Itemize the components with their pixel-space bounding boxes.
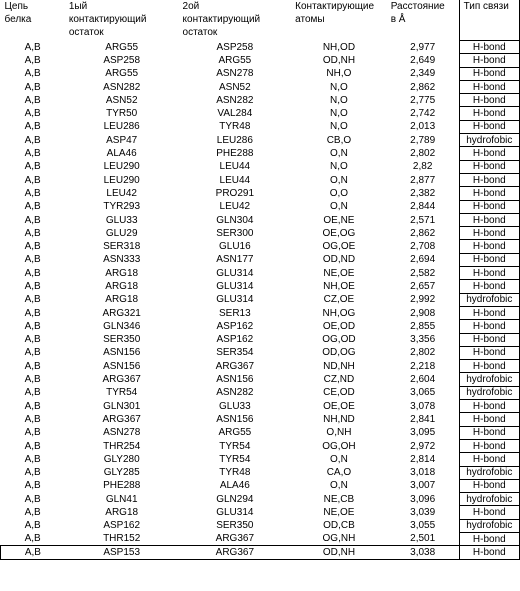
cell-residue-2: ARG367 [179, 546, 292, 559]
table-row [1, 107, 520, 120]
cell-bond-type: hydrofobic [459, 293, 519, 306]
cell-chain: A,B [24, 254, 41, 266]
cell-residue-1: ASN156 [103, 347, 141, 359]
cell-distance: 2,82 [412, 161, 433, 173]
table-row [1, 519, 520, 532]
cell-bond-type: H-bond [459, 80, 519, 93]
cell-residue-2: SER350 [216, 520, 254, 532]
table-row [1, 253, 520, 266]
cell-chain: A,B [24, 480, 41, 492]
cell-residue-2: ALA46 [219, 480, 250, 492]
cell-residue-1: LEU290 [103, 161, 140, 173]
cell-bond-type: H-bond [459, 453, 519, 466]
cell-distance: 2,862 [410, 81, 436, 93]
cell-residue-2: GLU314 [216, 267, 254, 279]
cell-chain: A,B [24, 320, 41, 332]
cell-chain: A,B [24, 161, 41, 173]
cell-residue-2: GLU33 [218, 400, 251, 412]
cell-bond-type: H-bond [459, 346, 519, 359]
cell-residue-2: PHE288 [216, 148, 254, 160]
cell-bond-type: H-bond [459, 280, 519, 293]
header-row [1, 0, 520, 41]
cell-chain: A,B [24, 280, 41, 292]
cell-bond-type: H-bond [459, 360, 519, 373]
cell-residue-2: TYR54 [219, 440, 251, 452]
table-row [1, 134, 520, 147]
cell-atoms: OG,OD [322, 334, 356, 346]
table-row [1, 120, 520, 133]
cell-chain: A,B [24, 121, 41, 133]
cell-atoms: N,O [330, 121, 348, 133]
cell-chain: A,B [24, 520, 41, 532]
cell-residue-1: ARG55 [105, 41, 139, 53]
cell-distance: 2,649 [410, 54, 436, 66]
cell-distance: 2,844 [410, 201, 436, 213]
cell-chain: A,B [24, 214, 41, 226]
table-row [1, 439, 520, 452]
cell-distance: 2,972 [410, 440, 436, 452]
cell-chain: A,B [24, 307, 41, 319]
cell-atoms: NE,CB [323, 493, 355, 505]
cell-residue-1: GLY285 [103, 467, 140, 479]
cell-atoms: NE,OE [323, 507, 355, 519]
cell-bond-type: hydrofobic [459, 386, 519, 399]
cell-residue-2: ASN177 [216, 254, 254, 266]
cell-distance: 2,382 [410, 187, 436, 199]
cell-bond-type: H-bond [459, 173, 519, 186]
cell-atoms: N,O [330, 81, 348, 93]
cell-distance: 2,708 [410, 241, 436, 253]
cell-distance: 3,096 [410, 493, 436, 505]
cell-distance: 3,356 [410, 334, 436, 346]
cell-atoms: NH,OD [322, 41, 356, 53]
cell-bond-type: H-bond [459, 426, 519, 439]
cell-chain: A,B [24, 81, 41, 93]
cell-residue-1: TYR50 [106, 108, 138, 120]
cell-chain: A,B [24, 533, 41, 545]
cell-bond-type: H-bond [459, 479, 519, 492]
cell-atoms: CB,O [326, 134, 352, 146]
cell-bond-type: H-bond [459, 160, 519, 173]
cell-distance: 2,977 [410, 41, 436, 53]
cell-atoms: NH,O [326, 68, 352, 80]
table-row [1, 386, 520, 399]
cell-distance: 2,013 [410, 121, 436, 133]
cell-atoms: OE,OD [322, 320, 356, 332]
cell-bond-type: H-bond [459, 532, 519, 545]
cell-distance: 3,095 [410, 427, 436, 439]
cell-chain: A,B [24, 453, 41, 465]
cell-residue-2: GLU314 [216, 507, 254, 519]
cell-bond-type: H-bond [459, 506, 519, 519]
table-row [1, 360, 520, 373]
cell-residue-2: PRO291 [215, 187, 255, 199]
table-row [1, 426, 520, 439]
cell-residue-1: THR254 [103, 440, 141, 452]
cell-distance: 2,694 [410, 254, 436, 266]
cell-chain: A,B [24, 493, 41, 505]
cell-bond-type: H-bond [459, 267, 519, 280]
cell-distance: 2,789 [410, 134, 436, 146]
cell-bond-type: H-bond [459, 41, 519, 54]
cell-bond-type: H-bond [459, 147, 519, 160]
cell-chain: A,B [24, 227, 41, 239]
cell-distance: 2,604 [410, 374, 436, 386]
cell-residue-1: ARG367 [102, 413, 141, 425]
table-row [1, 479, 520, 492]
cell-residue-2: SER13 [218, 307, 251, 319]
header-atoms: Контактирующие атомы [295, 1, 375, 25]
cell-distance: 3,007 [410, 480, 436, 492]
table-row [1, 413, 520, 426]
table-row [1, 147, 520, 160]
cell-distance: 2,657 [410, 280, 436, 292]
cell-chain: A,B [1, 546, 65, 559]
cell-bond-type: H-bond [459, 213, 519, 226]
cell-bond-type: H-bond [459, 107, 519, 120]
cell-atoms: OE,NE [323, 214, 355, 226]
cell-chain: A,B [24, 241, 41, 253]
table-row [1, 240, 520, 253]
table-row [1, 546, 520, 559]
cell-residue-1: ASN282 [103, 81, 141, 93]
cell-atoms: CA,O [326, 467, 352, 479]
cell-chain: A,B [24, 267, 41, 279]
table-row [1, 400, 520, 413]
cell-residue-1: GLY280 [103, 453, 140, 465]
cell-chain: A,B [24, 427, 41, 439]
cell-atoms: OD,ND [322, 254, 356, 266]
cell-residue-1: GLU29 [105, 227, 138, 239]
cell-chain: A,B [24, 467, 41, 479]
cell-distance: 2,349 [410, 68, 436, 80]
cell-distance: 3,018 [410, 467, 436, 479]
table-row [1, 54, 520, 67]
cell-bond-type: H-bond [459, 413, 519, 426]
cell-atoms: O,N [330, 174, 348, 186]
cell-residue-1: PHE288 [103, 480, 141, 492]
table-row [1, 346, 520, 359]
cell-atoms: OD,NH [291, 546, 387, 559]
cell-residue-2: ASP162 [216, 320, 254, 332]
cell-residue-2: ASN282 [216, 387, 254, 399]
cell-residue-1: GLN301 [103, 400, 141, 412]
table-row [1, 506, 520, 519]
cell-residue-2: GLU314 [216, 294, 254, 306]
cell-distance: 2,571 [410, 214, 436, 226]
header-chain: Цепь белка [4, 1, 32, 25]
cell-bond-type: H-bond [459, 54, 519, 67]
cell-residue-2: ARG55 [218, 427, 252, 439]
cell-atoms: O,NH [326, 427, 352, 439]
table-row [1, 160, 520, 173]
cell-bond-type: H-bond [459, 67, 519, 80]
cell-residue-2: VAL284 [217, 108, 253, 120]
cell-atoms: OD,OG [322, 347, 356, 359]
cell-atoms: O,O [329, 187, 349, 199]
cell-residue-1: ASN278 [103, 427, 141, 439]
cell-atoms: N,O [330, 108, 348, 120]
cell-distance: 2,802 [410, 148, 436, 160]
cell-residue-1: ASN333 [103, 254, 141, 266]
cell-atoms: CZ,OE [323, 294, 355, 306]
table-row [1, 493, 520, 506]
cell-residue-1: ARG55 [105, 68, 139, 80]
cell-distance: 2,218 [410, 360, 436, 372]
cell-residue-1: ASP258 [103, 54, 141, 66]
table-row [1, 227, 520, 240]
cell-distance: 2,775 [410, 94, 436, 106]
cell-residue-1: ARG18 [105, 267, 139, 279]
cell-chain: A,B [24, 201, 41, 213]
cell-atoms: OE,OE [323, 400, 355, 412]
header-residue-1: 1ый контактирующий остаток [68, 1, 147, 38]
table-row [1, 173, 520, 186]
cell-chain: A,B [24, 334, 41, 346]
cell-atoms: OG,OH [322, 440, 356, 452]
cell-chain: A,B [24, 68, 41, 80]
cell-residue-1: ASP153 [65, 546, 179, 559]
cell-chain: A,B [24, 41, 41, 53]
cell-chain: A,B [24, 413, 41, 425]
cell-bond-type: H-bond [459, 187, 519, 200]
cell-chain: A,B [24, 148, 41, 160]
cell-chain: A,B [24, 94, 41, 106]
cell-distance: 2,992 [410, 294, 436, 306]
cell-chain: A,B [24, 347, 41, 359]
cell-atoms: ND,NH [323, 360, 355, 372]
cell-distance: 2,855 [410, 320, 436, 332]
header-bond-type: Тип связи [459, 0, 519, 41]
cell-distance: 3,039 [410, 507, 436, 519]
table-row [1, 466, 520, 479]
cell-atoms: N,O [330, 161, 348, 173]
cell-chain: A,B [24, 108, 41, 120]
cell-atoms: O,N [330, 480, 348, 492]
table-row [1, 373, 520, 386]
cell-chain: A,B [24, 400, 41, 412]
cell-chain: A,B [24, 507, 41, 519]
cell-chain: A,B [24, 187, 41, 199]
cell-atoms: OG,NH [322, 533, 356, 545]
table-row [1, 267, 520, 280]
cell-bond-type: H-bond [459, 94, 519, 107]
cell-residue-2: GLU314 [216, 280, 254, 292]
cell-chain: A,B [24, 54, 41, 66]
cell-residue-2: ARG367 [215, 360, 255, 372]
cell-residue-1: GLN346 [103, 320, 141, 332]
cell-residue-1: GLU33 [105, 214, 138, 226]
cell-atoms: CZ,ND [323, 374, 355, 386]
cell-residue-1: LEU286 [103, 121, 140, 133]
table-row [1, 67, 520, 80]
cell-distance: 3,055 [410, 520, 436, 532]
cell-residue-1: ARG321 [102, 307, 141, 319]
cell-distance: 2,742 [410, 108, 436, 120]
table-row [1, 187, 520, 200]
cell-residue-2: ARG367 [215, 533, 255, 545]
cell-residue-1: ASN52 [105, 94, 138, 106]
cell-chain: A,B [24, 174, 41, 186]
cell-residue-2: ASP258 [216, 41, 254, 53]
cell-atoms: N,O [330, 94, 348, 106]
table-row [1, 333, 520, 346]
cell-atoms: OD,CB [323, 520, 355, 532]
cell-bond-type: hydrofobic [459, 466, 519, 479]
cell-residue-2: LEU44 [219, 174, 251, 186]
cell-distance: 2,877 [410, 174, 436, 186]
cell-bond-type: H-bond [459, 546, 519, 559]
cell-bond-type: hydrofobic [459, 134, 519, 147]
cell-residue-2: SER300 [216, 227, 254, 239]
cell-atoms: NH,OE [323, 280, 355, 292]
cell-residue-1: ARG18 [105, 507, 139, 519]
cell-residue-1: GLN41 [105, 493, 138, 505]
cell-bond-type: H-bond [459, 320, 519, 333]
table-body [1, 41, 520, 560]
cell-residue-2: TYR54 [219, 453, 251, 465]
table-row [1, 453, 520, 466]
cell-residue-2: GLU16 [218, 241, 251, 253]
table-row [1, 532, 520, 545]
cell-bond-type: H-bond [459, 333, 519, 346]
cell-residue-1: THR152 [103, 533, 141, 545]
cell-residue-1: ARG367 [102, 374, 141, 386]
cell-atoms: OG,OE [322, 241, 356, 253]
cell-distance: 2,862 [410, 227, 436, 239]
cell-bond-type: H-bond [459, 120, 519, 133]
cell-residue-1: ARG18 [105, 280, 139, 292]
cell-residue-2: ASN52 [218, 81, 251, 93]
cell-residue-1: TYR293 [103, 201, 141, 213]
cell-residue-2: ASN278 [216, 68, 254, 80]
cell-bond-type: H-bond [459, 439, 519, 452]
cell-residue-2: ASN156 [216, 413, 254, 425]
cell-residue-2: ASN282 [216, 94, 254, 106]
cell-bond-type: hydrofobic [459, 373, 519, 386]
cell-residue-2: TYR48 [219, 121, 251, 133]
cell-residue-2: GLN294 [216, 493, 254, 505]
cell-bond-type: H-bond [459, 253, 519, 266]
table-row [1, 293, 520, 306]
cell-distance: 2,582 [410, 267, 436, 279]
table-row [1, 320, 520, 333]
cell-distance: 2,802 [410, 347, 436, 359]
cell-distance: 2,814 [410, 453, 436, 465]
cell-atoms: OE,OG [322, 227, 356, 239]
cell-distance: 2,908 [410, 307, 436, 319]
cell-residue-2: ASP162 [216, 334, 254, 346]
cell-residue-1: ASP47 [106, 134, 138, 146]
cell-residue-1: LEU42 [106, 187, 137, 199]
cell-atoms: OD,NH [322, 54, 356, 66]
cell-residue-1: SER318 [103, 241, 141, 253]
cell-residue-1: ASN156 [103, 360, 141, 372]
cell-chain: A,B [24, 360, 41, 372]
table-row [1, 213, 520, 226]
cell-atoms: NE,OE [323, 267, 355, 279]
cell-distance: 3,038 [387, 546, 459, 559]
cell-residue-2: LEU44 [219, 161, 251, 173]
cell-residue-1: ASP162 [103, 520, 141, 532]
cell-residue-2: ASN156 [216, 374, 254, 386]
cell-distance: 2,841 [410, 413, 436, 425]
cell-atoms: O,N [330, 148, 348, 160]
cell-residue-1: ARG18 [105, 294, 139, 306]
cell-distance: 2,501 [410, 533, 436, 545]
table-row [1, 80, 520, 93]
table-row [1, 94, 520, 107]
cell-bond-type: H-bond [459, 200, 519, 213]
table-row [1, 41, 520, 54]
cell-residue-1: LEU290 [103, 174, 140, 186]
cell-bond-type: hydrofobic [459, 519, 519, 532]
cell-residue-2: TYR48 [219, 467, 251, 479]
cell-atoms: O,N [330, 201, 348, 213]
cell-bond-type: H-bond [459, 400, 519, 413]
header-residue-2: 2ой контактирующий остаток [182, 1, 261, 38]
cell-bond-type: H-bond [459, 227, 519, 240]
table-row [1, 200, 520, 213]
cell-residue-2: LEU42 [219, 201, 251, 213]
cell-residue-1: SER350 [103, 334, 141, 346]
cell-residue-2: ARG55 [218, 54, 252, 66]
cell-residue-1: TYR54 [106, 387, 138, 399]
cell-chain: A,B [24, 374, 41, 386]
cell-atoms: NH,OG [322, 307, 356, 319]
cell-atoms: NH,ND [323, 413, 355, 425]
cell-chain: A,B [24, 294, 41, 306]
cell-distance: 3,078 [410, 400, 436, 412]
cell-chain: A,B [24, 134, 41, 146]
cell-chain: A,B [24, 387, 41, 399]
cell-residue-2: LEU286 [216, 134, 253, 146]
cell-residue-1: ALA46 [106, 148, 137, 160]
cell-distance: 3,065 [410, 387, 436, 399]
cell-bond-type: hydrofobic [459, 493, 519, 506]
table-row [1, 280, 520, 293]
cell-chain: A,B [24, 440, 41, 452]
table-row [1, 306, 520, 319]
cell-atoms: O,N [330, 453, 348, 465]
cell-residue-2: SER354 [216, 347, 254, 359]
cell-atoms: CE,OD [323, 387, 355, 399]
cell-bond-type: H-bond [459, 240, 519, 253]
header-distance: Расстояние в Å [390, 1, 445, 25]
cell-residue-2: GLN304 [216, 214, 254, 226]
cell-bond-type: H-bond [459, 306, 519, 319]
